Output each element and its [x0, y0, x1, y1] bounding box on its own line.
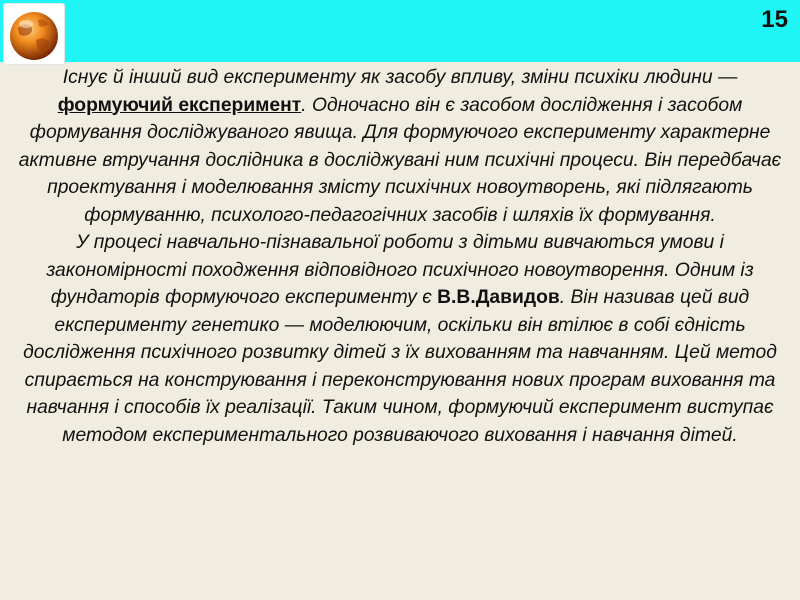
formative-experiment-term: формуючий експеримент	[57, 94, 302, 116]
davydov-name: В.В.Давидов	[437, 287, 560, 308]
paragraph1-text-end: . Одночасно він є засобом дослідження і засобом формування досліджуваного явища. Для формуючого експерименту характерне активне втручання дослідника в досліджувані ним психічні процеси. Він передбачає проектування і моделювання змісту психічних новоутворень, які підлягають формуванню, психолого-педагогічних засобів і шляхів їх формування.	[18, 94, 782, 226]
paragraph-formative-experiment	[6, 64, 794, 229]
paragraph-davydov	[6, 229, 794, 449]
paragraph2-text-end: . Він називав цей вид експерименту генетико — моделюючим, оскільки він втілює в собі єдність дослідження психічного розвитку дітей з їх вихованням та навчанням. Цей метод спирається на конструювання і переконструювання нових програм виховання та навчання і способів їх реалізації. Таким чином, формуючий експеримент виступає методом експериментального розвиваючого виховання і навчання дітей.	[23, 287, 777, 446]
paragraph2-text-start: У процесі навчально-пізнавальної роботи з дітьми вивчаються умови і закономірності походження відповідного психічного новоутворення. Одним із фундаторів формуючого експерименту є	[46, 232, 754, 308]
slide-body	[6, 64, 794, 449]
paragraph1-text-start: Існує й інший вид експерименту як засобу впливу, зміни психіки людини —	[62, 67, 738, 88]
page-number: 15	[761, 6, 788, 33]
globe-icon	[4, 4, 64, 64]
slide-header	[0, 0, 800, 62]
